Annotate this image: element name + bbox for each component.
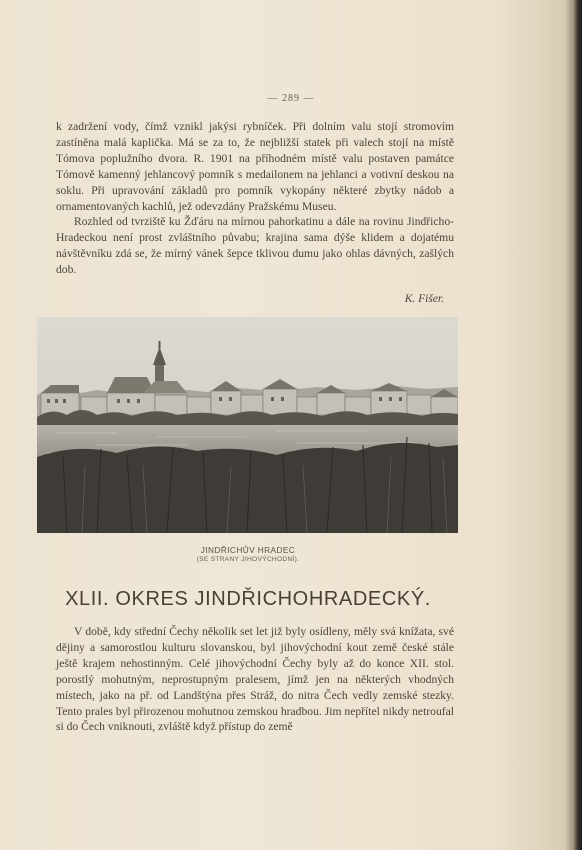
chapter-heading: XLII. OKRES JINDŘICHOHRADECKÝ. — [65, 588, 431, 610]
author-signature: K. Fišer. — [404, 293, 444, 305]
paragraph: k zadržení vody, čímž vznikl jakýsi rybníček. Při dolním valu stojí stromovím zastíněna malá kaplička. Má se za to, že nejbližší statek při valech stojí na místě Tómova poplužního dvora. R. 1901 na příhodném místě valu postaven památce Tómově kamenný jehlancový pomník s medailonem na jehlanci a votivní deskou na soklu. Při upravování základů pro pomník vykopány některé zbytky nádob a ornamentovaných kachlů, jež odevzdány Pražskému Museu. — [56, 120, 454, 213]
chapter-text-block — [56, 624, 454, 735]
town-panorama-illustration — [37, 317, 458, 533]
top-text-block — [56, 119, 454, 278]
photo-caption-subtitle: (SE STRANY JIHOVÝCHODNÍ). — [196, 556, 300, 563]
paragraph: V době, kdy střední Čechy několik set let již byly osídleny, měly svá knížata, své dějiny a samorostlou kulturu slovanskou, byl jihovýchodní kout země české stále ještě krajem nehostinným. Celé jihovýchodní Čechy byly až do konce XII. stol. porostlý mohutným, neprostupným pralesem, jímž jen na některých vhodných místech, jako na př. od Landštýna přes Stráž, do nitra Čech vedly zemské stezky. Tento prales byl přirozenou mohutnou zemskou hradbou. Jim nepřítel nikdy netroufal si do Čech vniknouti, zvláště když přístup do země — [56, 625, 454, 734]
page-number: — 289 — — [267, 93, 315, 104]
town-photograph — [37, 317, 458, 533]
page-edge-shadow — [572, 0, 582, 850]
photo-caption-title: JINDŘICHŮV HRADEC — [200, 545, 296, 555]
paragraph: Rozhled od tvrziště ku Žďáru na mírnou pahorkatinu a dále na rovinu Jindřicho-Hradeckou není prost zvláštního půvabu; krajina sama dýše klidem a dojatému návštěvníku zdá se, že mírný vánek šepce tklivou dumu jako ohlas dávných, zašlých dob. — [56, 215, 454, 277]
